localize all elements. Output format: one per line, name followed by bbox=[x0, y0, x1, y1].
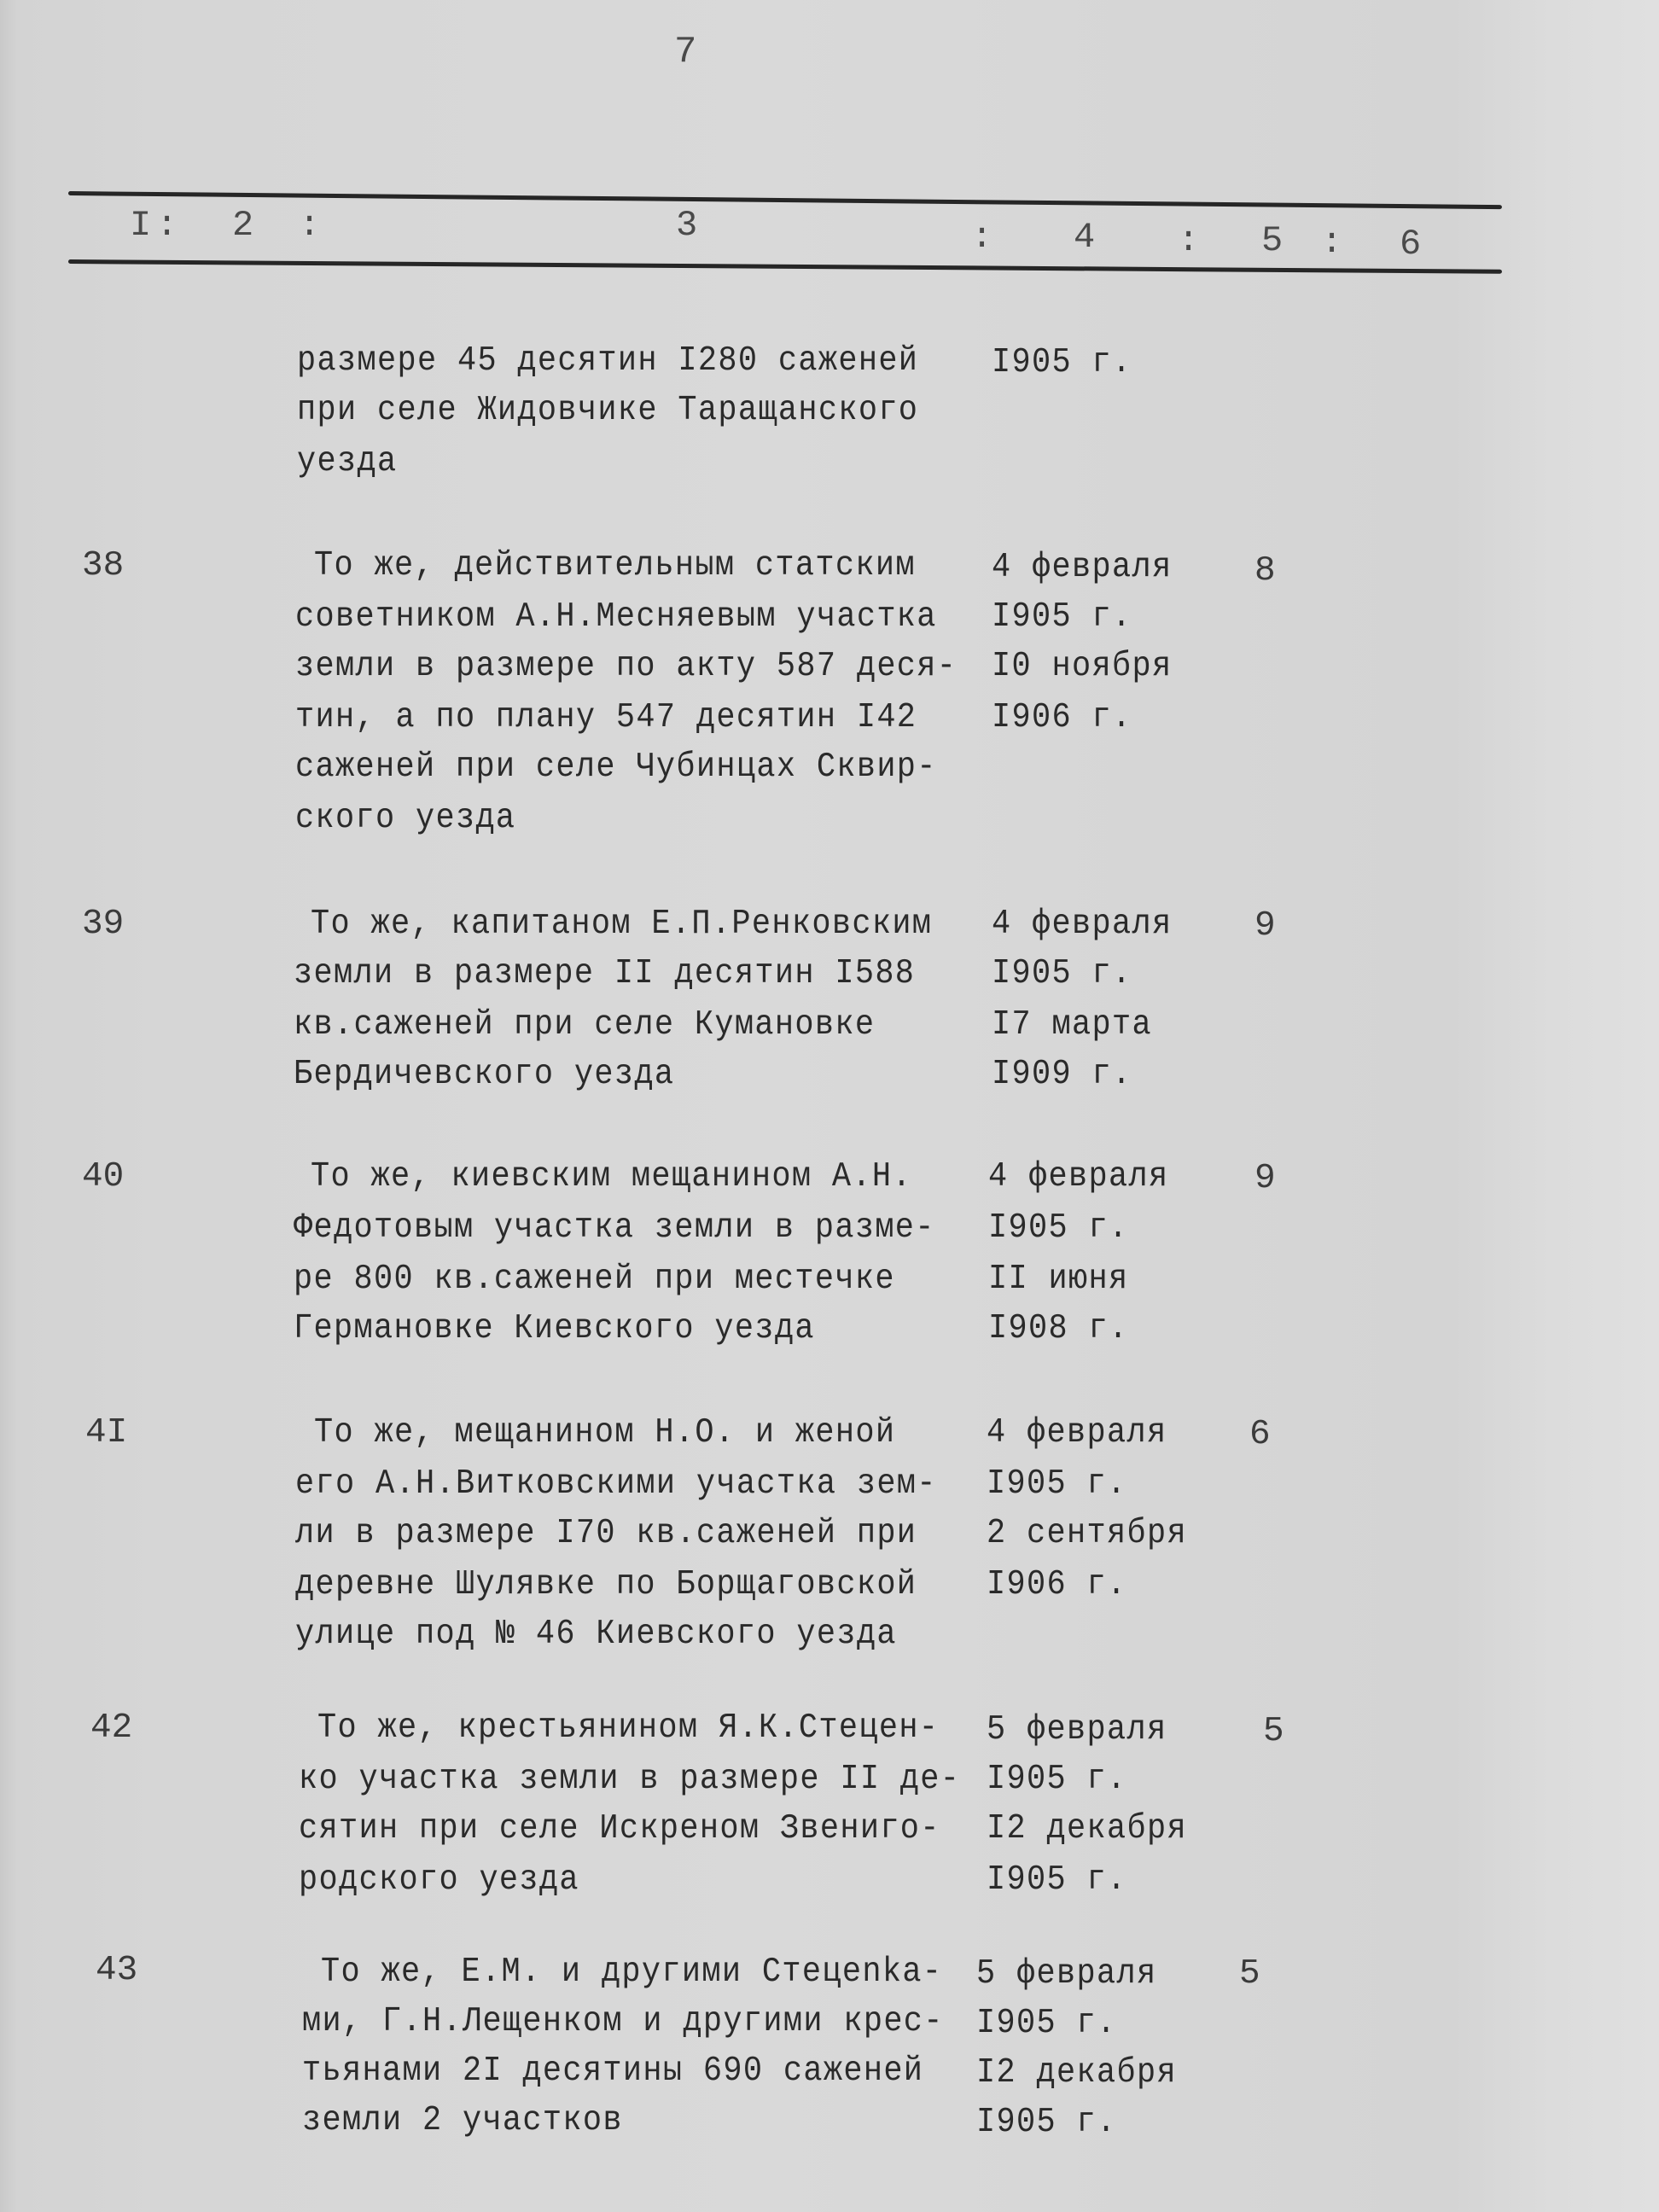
description-line: саженей при селе Чубинцах Сквир- bbox=[295, 748, 937, 787]
date-line: I2 декабря bbox=[976, 2053, 1177, 2093]
column-separator: : bbox=[971, 217, 993, 258]
column-separator: : bbox=[1178, 220, 1200, 261]
description-line: при селе Жидовчике Таращанского bbox=[297, 391, 919, 430]
description-line: То же, Е.М. и другими Стецenka- bbox=[321, 1953, 943, 1992]
description-line: Бердичевского уезда bbox=[294, 1055, 675, 1094]
description-line: ли в размере I70 кв.саженей при bbox=[295, 1514, 917, 1553]
entry-number: 40 bbox=[82, 1157, 125, 1196]
description-line: То же, капитаном Е.П.Ренковским bbox=[311, 905, 933, 944]
description-line: Федотовым участка земли в разме- bbox=[294, 1208, 935, 1248]
sheet-count: 6 bbox=[1249, 1415, 1271, 1454]
date-line: 5 февраля bbox=[976, 1954, 1157, 1994]
column-header-4: 4 bbox=[1074, 217, 1096, 258]
description-line: земли в размере II десятин I588 bbox=[294, 954, 916, 993]
entry-number: 38 bbox=[82, 546, 125, 585]
column-header-2: 2 bbox=[232, 205, 254, 246]
sheet-count: 9 bbox=[1254, 1159, 1276, 1198]
date-line: I908 г. bbox=[988, 1309, 1129, 1348]
header-top-rule bbox=[68, 191, 1502, 209]
description-line: ре 800 кв.саженей при местечке bbox=[294, 1260, 895, 1299]
date-line: 4 февраля bbox=[992, 548, 1173, 587]
date-line: I906 г. bbox=[987, 1565, 1127, 1604]
date-line: I905 г. bbox=[987, 1464, 1127, 1504]
description-line: земли 2 участков bbox=[302, 2101, 623, 2140]
date-line: 4 февраля bbox=[987, 1413, 1167, 1452]
description-line: размере 45 десятин I280 саженей bbox=[297, 341, 919, 381]
column-header-3: 3 bbox=[676, 205, 698, 246]
description-line: То же, крестьянином Я.К.Стецен- bbox=[317, 1708, 940, 1748]
column-separator: : bbox=[299, 205, 321, 246]
date-line: II июня bbox=[988, 1260, 1129, 1299]
entry-number: 42 bbox=[90, 1708, 133, 1748]
description-line: сятин при селе Искреном Звениго- bbox=[299, 1809, 940, 1848]
date-line: I905 г. bbox=[988, 1208, 1129, 1248]
date-line: I905 г. bbox=[992, 343, 1132, 382]
description-line: улице под № 46 Киевского уезда bbox=[295, 1615, 897, 1654]
description-line: ми, Г.Н.Лещенком и другими крес- bbox=[302, 2002, 944, 2041]
entry-number: 4I bbox=[85, 1413, 128, 1452]
sheet-count: 5 bbox=[1239, 1954, 1260, 1994]
description-line: То же, действительным статским bbox=[314, 546, 916, 585]
date-line: I905 г. bbox=[992, 597, 1132, 637]
date-line: I905 г. bbox=[976, 2103, 1117, 2142]
column-header-6: 6 bbox=[1400, 224, 1422, 265]
page-number: 7 bbox=[674, 31, 697, 73]
date-line: 4 февраля bbox=[992, 905, 1173, 944]
description-line: тин, а по плану 547 десятин I42 bbox=[295, 698, 917, 737]
sheet-count: 9 bbox=[1254, 906, 1276, 946]
date-line: I0 ноября bbox=[992, 647, 1173, 686]
entry-number: 39 bbox=[82, 905, 125, 944]
description-line: То же, мещанином Н.О. и женой bbox=[314, 1413, 896, 1452]
column-separator: : bbox=[156, 205, 178, 246]
description-line: тьянами 2I десятины 690 саженей bbox=[302, 2052, 924, 2091]
date-line: I2 декабря bbox=[987, 1809, 1187, 1848]
description-line: уезда bbox=[297, 442, 398, 481]
description-line: советником А.Н.Месняевым участка bbox=[295, 597, 937, 637]
description-line: кв.саженей при селе Кумановке bbox=[294, 1005, 876, 1045]
header-bottom-rule bbox=[68, 259, 1502, 274]
column-header-1: I bbox=[130, 205, 152, 246]
date-line: 2 сентября bbox=[987, 1514, 1187, 1553]
date-line: I905 г. bbox=[976, 2004, 1117, 2043]
description-line: родского уезда bbox=[299, 1860, 579, 1900]
date-line: I909 г. bbox=[992, 1055, 1132, 1094]
entry-number: 43 bbox=[96, 1951, 138, 1990]
column-separator: : bbox=[1321, 222, 1343, 263]
date-line: I906 г. bbox=[992, 698, 1132, 737]
date-line: I905 г. bbox=[992, 954, 1132, 993]
description-line: Германовке Киевского уезда bbox=[294, 1309, 815, 1348]
description-line: ко участка земли в размере II де- bbox=[299, 1760, 961, 1799]
sheet-count: 5 bbox=[1263, 1712, 1284, 1751]
description-line: То же, киевским мещанином А.Н. bbox=[311, 1157, 912, 1196]
date-line: I7 марта bbox=[992, 1005, 1152, 1045]
sheet-count: 8 bbox=[1254, 551, 1276, 591]
date-line: I905 г. bbox=[987, 1860, 1127, 1900]
description-line: ского уезда bbox=[295, 799, 516, 838]
date-line: 5 февраля bbox=[987, 1710, 1167, 1749]
date-line: 4 февраля bbox=[988, 1157, 1169, 1196]
column-header-5: 5 bbox=[1261, 220, 1284, 261]
description-line: деревне Шулявке по Борщаговской bbox=[295, 1565, 917, 1604]
date-line: I905 г. bbox=[987, 1760, 1127, 1799]
description-line: земли в размере по акту 587 деся- bbox=[295, 647, 958, 686]
description-line: его А.Н.Витковскими участка зем- bbox=[295, 1464, 937, 1504]
